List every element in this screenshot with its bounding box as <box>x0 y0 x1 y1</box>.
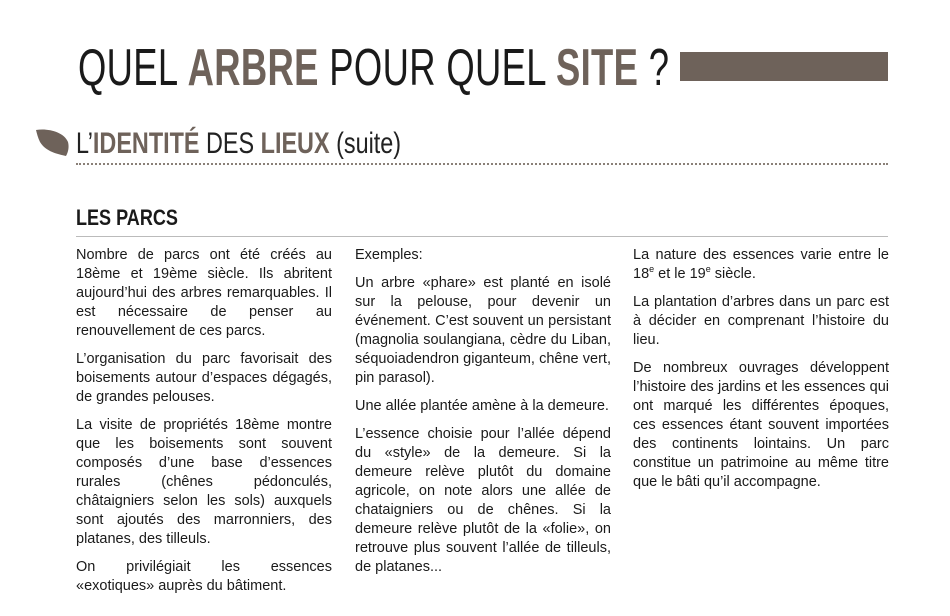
paragraph: On privilégiait les essences «exotiques» auprès du bâtiment. <box>76 559 332 594</box>
section-title-text: (suite) <box>329 127 402 160</box>
text-column-1 <box>76 246 332 605</box>
subsection-title: LES PARCS <box>76 205 178 230</box>
title-highlight: ARBRE <box>187 39 319 97</box>
title-bar-decoration <box>680 52 888 81</box>
paragraph: La plantation d’arbres dans un parc est à décider en comprenant l’histoire du lieu. <box>633 294 889 348</box>
superscript: e <box>649 264 655 275</box>
paragraph-text: et le 19 <box>654 266 706 282</box>
paragraph: Nombre de parcs ont été créés au 18ème et 19ème siècle. Ils abritent aujourd’hui des arbres remarquables. Il est nécessaire de penser au renouvellement de ces parcs. <box>76 247 332 339</box>
title-text: POUR QUEL <box>318 39 556 97</box>
section-title-text: DES <box>199 127 261 160</box>
title-text: QUEL <box>78 39 188 97</box>
paragraph: Exemples: <box>355 247 423 263</box>
paragraph-text: La nature des essences varie entre le 18 <box>633 247 889 282</box>
paragraph: La visite de propriétés 18ème montre que les boisements sont souvent composés d’une base d’essences rurales (chênes pédonculés, châtaigniers selon les sols) auxquels sont ajoutés des marronniers, des platanes, des tilleuls. <box>76 417 332 547</box>
title-highlight: SITE <box>555 39 639 97</box>
paragraph-text: siècle. <box>710 266 756 282</box>
superscript: e <box>705 264 711 275</box>
text-column-3 <box>633 246 889 501</box>
section-title-text: L’ <box>76 127 93 160</box>
paragraph: L’organisation du parc favorisait des boisements autour d’espaces dégagés, de grandes pelouses. <box>76 351 332 405</box>
paragraph <box>633 246 889 284</box>
leaf-icon <box>36 128 70 158</box>
section-title <box>76 126 401 162</box>
page-title <box>78 38 669 98</box>
paragraph: Un arbre «phare» est planté en isolé sur la pelouse, pour devenir un événement. C’est souvent un persistant (magnolia soulangiana, cèdre du Liban, séquoiadendron giganteum, chêne vert, pin parasol). <box>355 275 611 386</box>
dotted-divider <box>76 163 888 165</box>
subsection-rule <box>76 236 888 237</box>
paragraph: L’essence choisie pour l’allée dépend du «style» de la demeure. Si la demeure relève plutôt du domaine agricole, on note alors une allée de chataigniers ou de chênes. Si la demeure relève plutôt de la «folie», on retrouve plus souvent l’allée de tilleuls, de platanes... <box>355 426 611 575</box>
paragraph: Une allée plantée amène à la demeure. <box>355 398 609 414</box>
text-column-2 <box>355 246 611 586</box>
paragraph: De nombreux ouvrages développent l’histoire des jardins et les essences qui ont marqué les différentes époques, ces essences étant souvent importées des continents lointains. Un parc constitue un patrimoine au même titre que le bâti qu’il accompagne. <box>633 360 889 490</box>
section-title-highlight: LIEUX <box>260 127 330 160</box>
section-title-highlight: IDENTITÉ <box>92 127 200 160</box>
title-text: ? <box>638 39 670 97</box>
